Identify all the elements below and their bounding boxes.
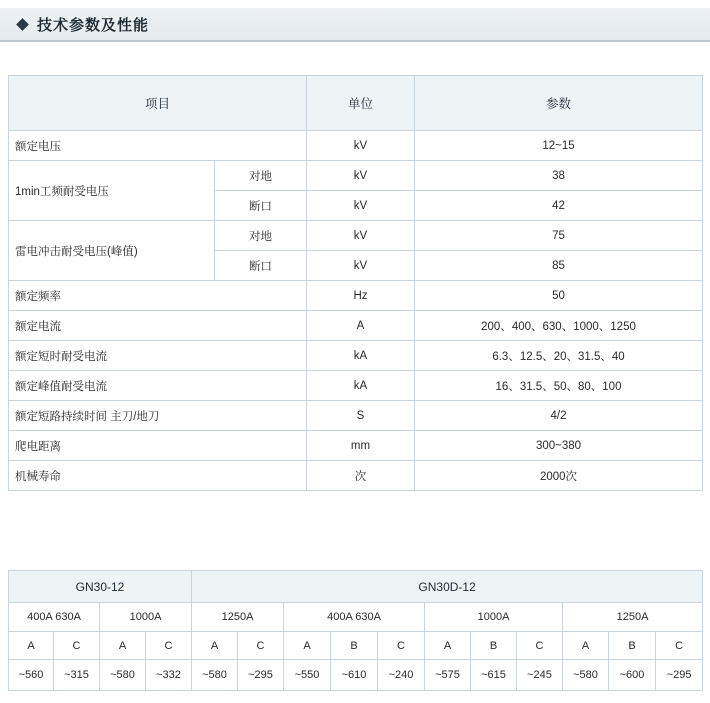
cell-item: 额定峰值耐受电流 <box>9 371 307 401</box>
phase-cell: C <box>656 632 703 660</box>
current-cell: 1000A <box>425 603 563 632</box>
cell-param: 38 <box>415 161 703 191</box>
spec-table-body <box>9 131 703 491</box>
value-cell: ~600 <box>609 660 656 691</box>
model-cell: GN30-12 <box>9 571 192 603</box>
cell-unit: kA <box>307 371 415 401</box>
current-cell: 1000A <box>100 603 192 632</box>
model-cell: GN30D-12 <box>192 571 703 603</box>
table-row <box>9 461 703 491</box>
value-cell: ~332 <box>146 660 192 691</box>
cell-subitem: 对地 <box>215 161 307 191</box>
current-cell: 1250A <box>563 603 703 632</box>
table-row <box>9 311 703 341</box>
table-row <box>9 431 703 461</box>
cell-unit: Hz <box>307 281 415 311</box>
value-cell: ~240 <box>378 660 425 691</box>
value-cell: ~560 <box>9 660 54 691</box>
value-cell: ~610 <box>331 660 378 691</box>
value-cell: ~295 <box>656 660 703 691</box>
cell-unit: kV <box>307 131 415 161</box>
phase-cell: C <box>54 632 100 660</box>
dimension-value-row <box>9 660 703 691</box>
phase-cell: A <box>284 632 331 660</box>
cell-item: 额定短时耐受电流 <box>9 341 307 371</box>
dimension-model-row <box>9 571 703 603</box>
page-title: 技术参数及性能 <box>37 16 150 34</box>
phase-cell: C <box>238 632 284 660</box>
value-cell: ~580 <box>192 660 238 691</box>
phase-cell: A <box>192 632 238 660</box>
dimension-phase-row <box>9 632 703 660</box>
phase-cell: B <box>471 632 517 660</box>
current-cell: 400A 630A <box>9 603 100 632</box>
cell-param: 2000次 <box>415 461 703 491</box>
value-cell: ~615 <box>471 660 517 691</box>
current-cell: 400A 630A <box>284 603 425 632</box>
cell-unit: kV <box>307 221 415 251</box>
cell-param: 50 <box>415 281 703 311</box>
cell-item: 1min工频耐受电压 <box>9 161 215 221</box>
cell-unit: kV <box>307 161 415 191</box>
diamond-icon <box>16 18 29 31</box>
cell-subitem: 断口 <box>215 251 307 281</box>
value-cell: ~245 <box>517 660 563 691</box>
cell-param: 6.3、12.5、20、31.5、40 <box>415 341 703 371</box>
cell-param: 200、400、630、1000、1250 <box>415 311 703 341</box>
spec-table <box>8 75 703 491</box>
phase-cell: B <box>331 632 378 660</box>
current-cell: 1250A <box>192 603 284 632</box>
cell-item: 雷电冲击耐受电压(峰值) <box>9 221 215 281</box>
cell-param: 85 <box>415 251 703 281</box>
cell-item: 额定电压 <box>9 131 307 161</box>
dimension-table <box>8 570 703 691</box>
table-row <box>9 371 703 401</box>
phase-cell: C <box>378 632 425 660</box>
cell-param: 16、31.5、50、80、100 <box>415 371 703 401</box>
value-cell: ~295 <box>238 660 284 691</box>
phase-cell: C <box>146 632 192 660</box>
table-row <box>9 131 703 161</box>
table-header-row <box>9 76 703 131</box>
cell-param: 300~380 <box>415 431 703 461</box>
phase-cell: A <box>425 632 471 660</box>
table-row <box>9 221 703 251</box>
dimension-current-row <box>9 603 703 632</box>
cell-unit: kA <box>307 341 415 371</box>
table-row <box>9 401 703 431</box>
table-row <box>9 161 703 191</box>
value-cell: ~550 <box>284 660 331 691</box>
cell-param: 42 <box>415 191 703 221</box>
cell-subitem: 对地 <box>215 221 307 251</box>
value-cell: ~315 <box>54 660 100 691</box>
cell-unit: kV <box>307 191 415 221</box>
phase-cell: A <box>9 632 54 660</box>
cell-item: 额定电流 <box>9 311 307 341</box>
cell-item: 额定频率 <box>9 281 307 311</box>
cell-item: 爬电距离 <box>9 431 307 461</box>
cell-unit: S <box>307 401 415 431</box>
cell-subitem: 断口 <box>215 191 307 221</box>
cell-unit: kV <box>307 251 415 281</box>
value-cell: ~580 <box>563 660 609 691</box>
col-header-item: 项目 <box>9 76 307 131</box>
cell-item: 机械寿命 <box>9 461 307 491</box>
spec-table-head <box>9 76 703 131</box>
cell-unit: 次 <box>307 461 415 491</box>
phase-cell: C <box>517 632 563 660</box>
cell-param: 75 <box>415 221 703 251</box>
table-row <box>9 281 703 311</box>
col-header-param: 参数 <box>415 76 703 131</box>
cell-param: 12~15 <box>415 131 703 161</box>
cell-unit: A <box>307 311 415 341</box>
section-header <box>0 8 710 42</box>
cell-param: 4/2 <box>415 401 703 431</box>
cell-unit: mm <box>307 431 415 461</box>
cell-item: 额定短路持续时间 主刀/地刀 <box>9 401 307 431</box>
col-header-unit: 单位 <box>307 76 415 131</box>
phase-cell: B <box>609 632 656 660</box>
table-row <box>9 341 703 371</box>
phase-cell: A <box>563 632 609 660</box>
value-cell: ~580 <box>100 660 146 691</box>
phase-cell: A <box>100 632 146 660</box>
value-cell: ~575 <box>425 660 471 691</box>
